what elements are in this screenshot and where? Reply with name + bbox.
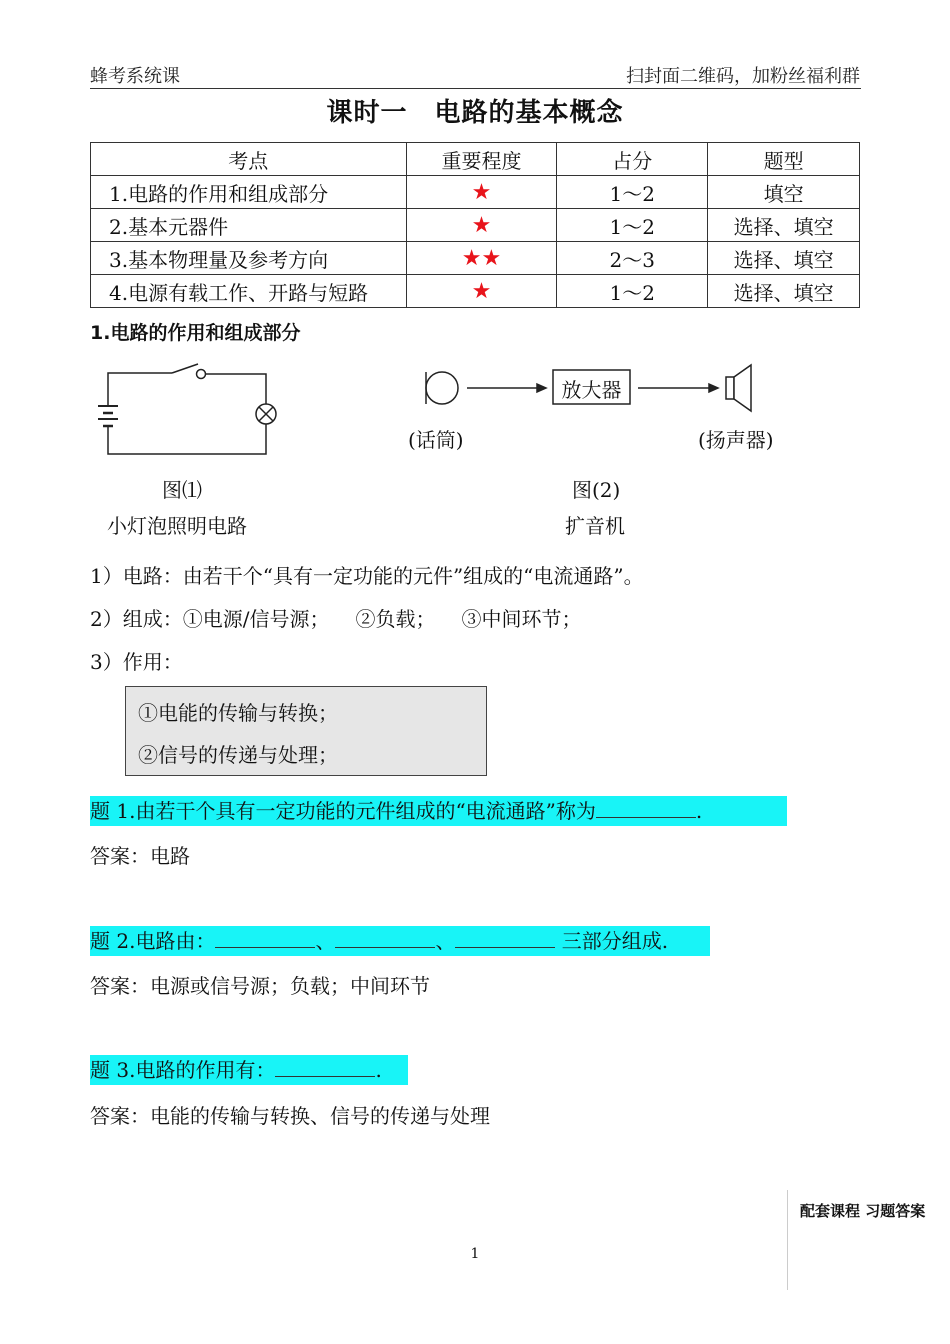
course-link-label[interactable]: 配套课程 习题答案 [800,1202,926,1220]
table-row [91,209,860,242]
functions-box [125,686,487,776]
importance-stars: ★ [406,209,557,242]
question-text: 题 2.电路由： [90,929,216,953]
section-title: 1.电路的作用和组成部分 [90,322,301,344]
composition-item: ③中间环节； [461,607,582,631]
wire [108,373,160,406]
score-cell: 1～2 [557,275,708,308]
importance-stars: ★★ [406,242,557,275]
function-item: ②信号的传递与处理； [138,743,338,767]
question-end: . [375,1058,382,1082]
arrow-head [709,384,718,392]
figure2-caption: 扩音机 [565,514,625,538]
score-cell: 1～2 [557,176,708,209]
type-cell: 选择、填空 [708,209,860,242]
wire [206,374,267,404]
table-row [91,242,860,275]
speaker-icon [726,377,734,399]
table-header: 题型 [708,143,860,176]
type-cell: 选择、填空 [708,275,860,308]
question-text: 题 3.电路的作用有： [90,1058,276,1082]
point-composition [90,603,581,632]
figure1-label: 图⑴ [162,478,202,502]
course-link-panel[interactable] [787,1190,950,1290]
lamp-circuit-diagram [90,362,290,462]
microphone-label: (话筒) [408,428,464,452]
type-cell: 填空 [708,176,860,209]
speaker-label: (扬声器) [698,428,774,452]
answer-blank [335,929,435,948]
question-3 [90,1055,408,1085]
importance-stars: ★ [406,176,557,209]
table-row [91,176,860,209]
question-end: 三部分组成. [555,929,669,953]
microphone-icon [426,372,458,404]
topic-cell: 1.电路的作用和组成部分 [91,176,407,209]
header-right: 扫封面二维码，加粉丝福利群 [626,66,860,87]
composition-item: ①电源/信号源； [182,607,330,631]
table-header: 重要程度 [406,143,557,176]
type-cell: 选择、填空 [708,242,860,275]
topic-cell: 3.基本物理量及参考方向 [91,242,407,275]
figure2-label: 图(2) [572,478,621,502]
composition-item: ②负载； [355,607,436,631]
answer-3: 答案：电能的传输与转换、信号的传递与处理 [90,1104,490,1128]
answer-blank [455,929,555,948]
score-cell: 1～2 [557,209,708,242]
table-header: 考点 [91,143,407,176]
switch-blade [172,364,198,373]
wire [108,424,266,454]
question-end: . [695,799,703,823]
point-function: 3）作用： [90,650,183,674]
topic-cell: 2.基本元器件 [91,209,407,242]
separator: 、 [315,929,336,953]
score-cell: 2～3 [557,242,708,275]
importance-stars: ★ [406,275,557,308]
figure1-caption: 小灯泡照明电路 [107,514,247,538]
function-item: ①电能的传输与转换； [138,701,338,725]
point-definition: 1）电路：由若干个“具有一定功能的元件”组成的“电流通路”。 [90,564,644,588]
key-points-table [90,142,860,308]
amplifier-label: 放大器 [561,378,622,402]
speaker-cone [734,365,751,411]
answer-blank [596,799,696,818]
table-row [91,275,860,308]
question-2 [90,926,710,956]
question-text: 题 1.由若干个具有一定功能的元件组成的“电流通路”称为 [90,799,596,823]
answer-blank [275,1058,375,1077]
question-1 [90,796,787,826]
answer-1: 答案：电路 [90,844,190,868]
answer-2: 答案：电源或信号源；负载；中间环节 [90,974,430,998]
table-header: 占分 [557,143,708,176]
header-left: 蜂考系统课 [90,66,180,87]
separator: 、 [435,929,456,953]
table-header-row [91,143,860,176]
switch-contact [197,370,206,379]
page-number: 1 [470,1246,480,1262]
page-title: 课时一 电路的基本概念 [326,98,624,128]
arrow-head [537,384,546,392]
point-composition-prefix: 2）组成： [90,607,183,631]
answer-blank [215,929,315,948]
topic-cell: 4.电源有载工作、开路与短路 [91,275,407,308]
header-rule [90,88,861,89]
